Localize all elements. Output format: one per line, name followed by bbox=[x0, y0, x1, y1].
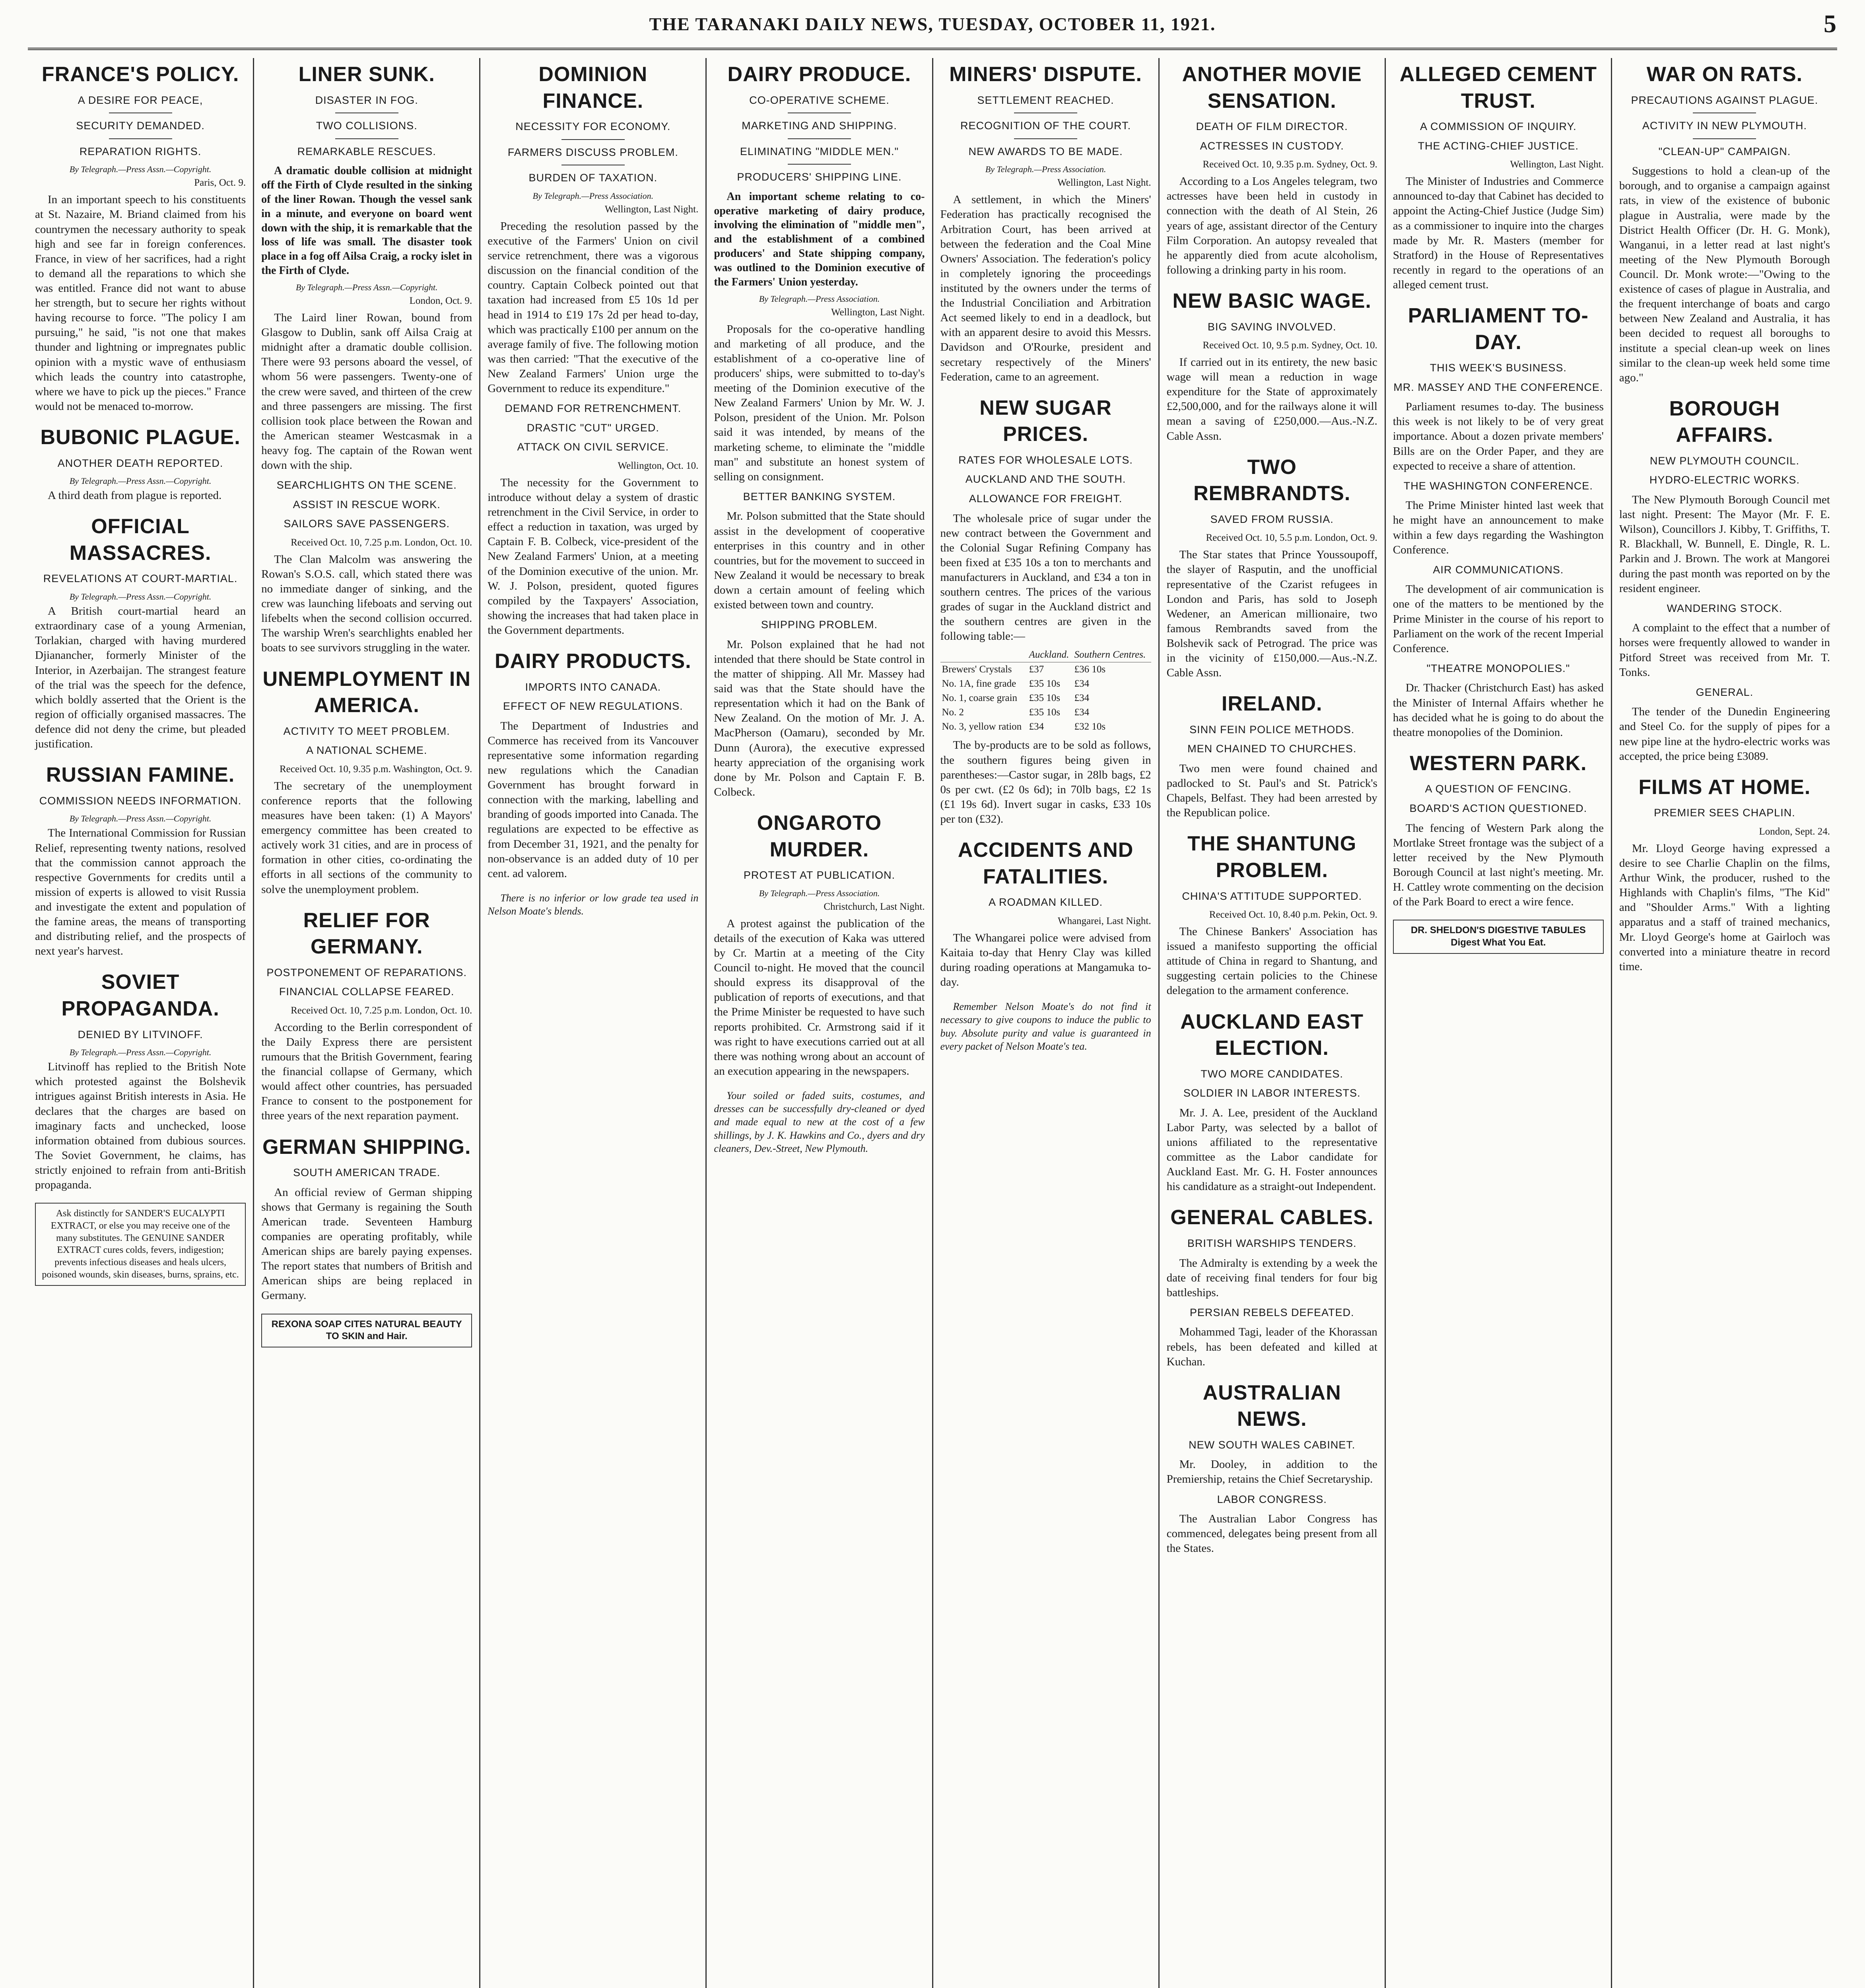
subheading: A QUESTION OF FENCING. bbox=[1425, 783, 1572, 795]
page-number: 5 bbox=[1824, 10, 1837, 38]
table-cell: No. 3, yellow ration bbox=[942, 721, 1022, 732]
table-cell: £34 bbox=[1074, 678, 1090, 689]
headline: PARLIAMENT TO-DAY. bbox=[1408, 304, 1589, 354]
masthead-title: THE TARANAKI DAILY NEWS, TUESDAY, OCTOBER 11, 1921. bbox=[649, 14, 1216, 34]
subheading: DEATH OF FILM DIRECTOR. bbox=[1196, 120, 1348, 133]
headline: GERMAN SHIPPING. bbox=[262, 1135, 471, 1159]
article-parliament bbox=[1393, 303, 1604, 740]
headline: THE SHANTUNG PROBLEM. bbox=[1187, 832, 1357, 882]
ad-title: DR. SHELDON'S DIGESTIVE TABULES Digest What You Eat. bbox=[1410, 925, 1586, 948]
headline: ACCIDENTS AND FATALITIES. bbox=[958, 839, 1134, 888]
table-cell: £35 10s bbox=[1029, 707, 1061, 718]
article-body: The Australian Labor Congress has commenced, delegates being present from all the States. bbox=[1166, 1512, 1377, 1555]
subheading: FARMERS DISCUSS PROBLEM. bbox=[507, 146, 678, 158]
article-body: Dr. Thacker (Christchurch East) has asked the Minister of Internal Affairs whether he has decided what he is going to do about the theatre monopolies of the Dominion. bbox=[1393, 681, 1604, 739]
article-accidents bbox=[940, 837, 1151, 990]
article-body: The fencing of Western Park along the Mortlake Street frontage was the subject of a letter received by the New Plymouth Borough Council at last night's meeting. Mr. H. Cattley wrote commenting on the decision of the Park Board to erect a wire fence. bbox=[1393, 821, 1604, 909]
dateline: Whangarei, Last Night. bbox=[1057, 915, 1151, 926]
article-dairy-products bbox=[488, 648, 698, 881]
headline: GENERAL CABLES. bbox=[1170, 1206, 1374, 1229]
subheading: SAILORS SAVE PASSENGERS. bbox=[284, 518, 450, 530]
article-body: According to the Berlin correspondent of the Daily Express there are persistent rumours that the British Government, fearing the financial collapse of Germany, which would affect other countries, has persuaded France to consent to the postponement for three years of the next reparation payment. bbox=[261, 1021, 472, 1122]
byline: By Telegraph.—Press Assn.—Copyright. bbox=[69, 591, 212, 602]
subheading: BETTER BANKING SYSTEM. bbox=[743, 490, 896, 503]
subheading: ELIMINATING "MIDDLE MEN." bbox=[740, 145, 899, 157]
article-body: A third death from plague is reported. bbox=[48, 489, 222, 502]
subheading: ACTIVITY TO MEET PROBLEM. bbox=[283, 725, 450, 737]
subheading: "THEATRE MONOPOLIES." bbox=[1426, 662, 1570, 674]
article-body: Two men were found chained and padlocked to St. Paul's and St. Patrick's Chapels, Belfast. They had been arrested by the Republican police. bbox=[1166, 762, 1377, 819]
subheading: AIR COMMUNICATIONS. bbox=[1433, 563, 1564, 576]
subheading: DEMAND FOR RETRENCHMENT. bbox=[505, 402, 682, 415]
headline: FRANCE'S POLICY. bbox=[41, 63, 239, 86]
headline: SOVIET PROPAGANDA. bbox=[61, 971, 220, 1021]
headline: WESTERN PARK. bbox=[1410, 751, 1587, 775]
subheading: TWO COLLISIONS. bbox=[316, 120, 418, 132]
subheading: PROTEST AT PUBLICATION. bbox=[743, 869, 895, 881]
subheading: THE WASHINGTON CONFERENCE. bbox=[1403, 480, 1593, 492]
subheading: BRITISH WARSHIPS TENDERS. bbox=[1187, 1237, 1357, 1249]
headline: OFFICIAL MASSACRES. bbox=[69, 515, 212, 565]
ad-title: REXONA SOAP CITES NATURAL BEAUTY TO SKIN and Hair. bbox=[271, 1318, 462, 1342]
article-dairy-produce bbox=[714, 61, 925, 800]
subheading: AUCKLAND AND THE SOUTH. bbox=[965, 473, 1126, 485]
article-body: The Chinese Bankers' Association has issued a manifesto supporting the official attitude of China in regard to Shantung, and suggesting certain policies to the Chinese delegation to the armament conference. bbox=[1166, 925, 1377, 997]
subheading: TWO MORE CANDIDATES. bbox=[1201, 1068, 1343, 1080]
article-cement-trust bbox=[1393, 61, 1604, 292]
dateline: Wellington, Last Night. bbox=[1510, 159, 1604, 170]
table-cell: £34 bbox=[1029, 721, 1044, 732]
subheading: ASSIST IN RESCUE WORK. bbox=[293, 498, 441, 511]
article-body: Mr. Polson explained that he had not intended that there should be State control in the matter of shipping. All Mr. Massey had said was that the State should have the representation which it had on the Bank of New Zealand. On the motion of Mr. J. A. MacPherson (Oamaru), seconded by Mr. Dunn (Aurora), the executive expressed hearty appreciation of the organising work done by Mr. Polson and Captain F. B. Colbeck. bbox=[714, 638, 925, 798]
headline: AUCKLAND EAST ELECTION. bbox=[1180, 1010, 1364, 1060]
headline: DAIRY PRODUCE. bbox=[727, 63, 911, 86]
subheading: REVELATIONS AT COURT-MARTIAL. bbox=[43, 573, 238, 585]
subheading: ANOTHER DEATH REPORTED. bbox=[57, 457, 223, 469]
table-header bbox=[940, 648, 1028, 662]
subheading: SOUTH AMERICAN TRADE. bbox=[293, 1167, 441, 1179]
table-row bbox=[940, 662, 1151, 677]
columns bbox=[28, 58, 1837, 1988]
article-body: The necessity for the Government to introduce without delay a system of drastic retrenchment in the Civil Service, in order to effect a reduction in taxation, was urged by Captain F. B. Colbeck, vice-president of the New Zealand Farmers' Union, at a meeting of the Dominion executive of the union. Mr. W. J. Polson, president, quoted figures compiled by the Taxpayers' Association, showing the increases that had taken place in the Government departments. bbox=[488, 476, 699, 637]
subheading: NECESSITY FOR ECONOMY. bbox=[515, 120, 671, 133]
subheading: POSTPONEMENT OF REPARATIONS. bbox=[266, 966, 467, 978]
headline: NEW BASIC WAGE. bbox=[1172, 289, 1372, 313]
subheading: "CLEAN-UP" CAMPAIGN. bbox=[1658, 145, 1791, 157]
article-movie bbox=[1167, 61, 1377, 278]
column-4 bbox=[707, 58, 933, 1988]
subheading: A ROADMAN KILLED. bbox=[989, 896, 1103, 909]
table-row bbox=[940, 720, 1151, 734]
subheading: ATTACK ON CIVIL SERVICE. bbox=[517, 441, 669, 453]
article-borough-affairs bbox=[1619, 396, 1830, 764]
dateline: Wellington, Oct. 10. bbox=[618, 460, 699, 471]
table-row bbox=[940, 705, 1151, 720]
article-ireland bbox=[1167, 691, 1377, 820]
subheading: FINANCIAL COLLAPSE FEARED. bbox=[279, 986, 455, 998]
subheading: THIS WEEK'S BUSINESS. bbox=[1430, 362, 1567, 374]
byline: By Telegraph.—Press Association. bbox=[759, 293, 880, 304]
byline: By Telegraph.—Press Assn.—Copyright. bbox=[69, 1047, 212, 1058]
headline: DAIRY PRODUCTS. bbox=[495, 650, 692, 673]
subheading: BOARD'S ACTION QUESTIONED. bbox=[1409, 802, 1587, 814]
article-body: The Minister of Industries and Commerce announced to-day that Cabinet has decided to appoint the Acting-Chief Justice (Judge Sim) as a commissioner to inquire into the charges made by Mr. R. Masters (member for Stratford) in the House of Representatives recently in regard to the operations of an alleged cement trust. bbox=[1393, 175, 1604, 291]
subheading: ACTRESSES IN CUSTODY. bbox=[1200, 140, 1344, 152]
table-cell: £37 bbox=[1029, 664, 1044, 675]
subheading: THE ACTING-CHIEF JUSTICE. bbox=[1418, 140, 1579, 152]
subheading: RATES FOR WHOLESALE LOTS. bbox=[958, 454, 1133, 466]
article-body: The New Plymouth Borough Council met last night. Present: The Mayor (Mr. F. E. Wilson), Councillors J. Kibby, T. Griffiths, T. R. Blackhall, W. Bunnell, E. Dingle, R. L. Parkin and J. Brown. The work at Mangorei during the past month was reported on by the resident engineer. bbox=[1619, 493, 1830, 595]
article-body: Suggestions to hold a clean-up of the borough, and to organise a campaign against rats, in view of the existence of bubonic plague in Australia, were made by the District Health Officer (Dr. H. G. Monk), Wanganui, in a letter read at last night's meeting of the New Plymouth Borough Council. Dr. Monk wrote:—"Owing to the existence of cases of plague in Australia, and the frequent interchange of boats and cargo between New Zealand and Australia, it has been decided to request all boroughs to institute a special clean-up week on lines similar to the clean-up week held some time ago." bbox=[1619, 165, 1830, 384]
dateline: Wellington, Last Night. bbox=[604, 204, 699, 215]
column-1 bbox=[28, 58, 254, 1988]
subheading: DISASTER IN FOG. bbox=[315, 94, 418, 106]
article-body: The Laird liner Rowan, bound from Glasgow to Dublin, sank off Ailsa Craig at midnight after a dramatic double collision. There were 93 persons aboard the vessel, of whom 56 were passengers. Twenty-one of the crew were saved, and thirteen of the crew and three passengers are missing. The first collision took place between the Rowan and the American steamer Westcasmak in a heavy fog. The captain of the Rowan went down with the ship. bbox=[261, 311, 472, 472]
article-films-at-home bbox=[1619, 774, 1830, 974]
article-body: Mr. Lloyd George having expressed a desire to see Charlie Chaplin on the films, Arthur Wink, the producer, rushed to the Highlands with Chaplin's films, "The Kid" and "Shoulder Arms." With a lighting apparatus and a staff of trained mechanics, Mr. Lloyd George's home at Gairloch was converted into a miniature theatre in record time. bbox=[1619, 842, 1830, 973]
table-cell: No. 1A, fine grade bbox=[942, 678, 1016, 689]
article-body: In an important speech to his constituents at St. Nazaire, M. Briand claimed from his countrymen the necessary authority to speak high and see far in foreign conferences. France, in view of her sacrifices, had a right to demand all the reparations to which she was entitled. France did not want to abuse her strength, but to secure her rights without having recourse to force. "The policy I am pursuing," he said, "is not one that makes thunder and lightning or impregnates public opinion with a mystic wave of enthusiasm which leads the country into catastrophe, where we have to pick up the pieces." France would not be menaced to-morrow. bbox=[35, 193, 246, 413]
column-7 bbox=[1386, 58, 1612, 1988]
article-body: The Admiralty is extending by a week the date of receiving final tenders for four big battleships. bbox=[1166, 1256, 1377, 1299]
table-cell: Brewers' Crystals bbox=[942, 664, 1012, 675]
headline: ONGAROTO MURDER. bbox=[757, 811, 882, 861]
article-body: Proposals for the co-operative handling and marketing of all produce, and the establishment of a co-operative line of producers' ships, were submitted to to-day's meeting of the Dominion executive of the New Zealand Farmers' Union by Mr. W. J. Polson, president of the Union. Mr. Polson said it was intended, by means of the marketing scheme, to eliminate the "middle man" and substitute an honest system of selling on consignment. bbox=[714, 322, 925, 483]
headline: TWO REMBRANDTS. bbox=[1193, 455, 1351, 505]
article-body: The Department of Industries and Commerce has received from its Vancouver representative some information regarding new regulations which the Canadian Government has brought forward in connection with the marking, labelling and branding of goods imported into Canada. The regulations are expected to be effective as from December 31, 1921, and the penalty for non-observance is an added duty of 10 per cent. ad valorem. bbox=[488, 719, 699, 880]
advertisement: There is no inferior or low grade tea used in Nelson Moate's blends. bbox=[488, 892, 699, 917]
headline: RELIEF FOR GERMANY. bbox=[303, 909, 430, 959]
article-body: Mr. Polson submitted that the State should assist in the development of cooperative enterprises in this country and in other countries, but for the movement to succeed in New Zealand it would be necessary to break down a certain amount of feeling which existed between town and country. bbox=[714, 510, 925, 612]
article-body: A protest against the publication of the details of the execution of Kaka was uttered by Cr. Martin at a meeting of the City Council to-night. He moved that the council should express its disapproval of the publication of reports of executions, and that the Prime Minister be requested to have such reports prohibited. Cr. Armstrong said if it was right to have executions carried out at all there was nothing wrong about an account of an execution appearing in the newspapers. bbox=[714, 917, 925, 1077]
article-shantung bbox=[1167, 831, 1377, 998]
table-row bbox=[940, 691, 1151, 705]
advertisement bbox=[261, 1314, 472, 1347]
dateline: Received Oct. 10, 9.5 p.m. Sydney, Oct. 10. bbox=[1203, 340, 1377, 351]
subheading: A DESIRE FOR PEACE, bbox=[78, 94, 203, 106]
article-massacres bbox=[35, 513, 246, 751]
byline: By Telegraph.—Press Association. bbox=[985, 164, 1106, 175]
subheading: SOLDIER IN LABOR INTERESTS. bbox=[1183, 1087, 1361, 1099]
article-ongaroto-murder bbox=[714, 810, 925, 1079]
subheading: BIG SAVING INVOLVED. bbox=[1207, 320, 1337, 333]
dateline: Paris, Oct. 9. bbox=[194, 177, 246, 188]
article-body: A settlement, in which the Miners' Federation has practically recognised the Arbitration Court, has been arrived at between the federation and the Coal Mine Owners' Association. The federation's policy in completely ignoring the proceedings instituted by the owners under the terms of the Industrial Conciliation and Arbitration Act seemed likely to end in a deadlock, but with an apparent desire to avoid this Messrs. Davidson and O'Rourke, president and secretary respectively of the Miners' Federation, came to an agreement. bbox=[940, 193, 1151, 383]
subheading: REPARATION RIGHTS. bbox=[79, 145, 202, 157]
column-8 bbox=[1612, 58, 1837, 1988]
subheading: PRODUCERS' SHIPPING LINE. bbox=[737, 171, 902, 183]
byline: By Telegraph.—Press Assn.—Copyright. bbox=[69, 476, 212, 486]
table-cell: No. 2 bbox=[942, 707, 964, 718]
dateline: Received Oct. 10, 8.40 p.m. Pekin, Oct. 9. bbox=[1209, 909, 1377, 920]
subheading: PERSIAN REBELS DEFEATED. bbox=[1189, 1306, 1354, 1318]
column-3 bbox=[480, 58, 707, 1988]
subheading: PREMIER SEES CHAPLIN. bbox=[1654, 807, 1795, 819]
article-western-park bbox=[1393, 750, 1604, 909]
column-2 bbox=[254, 58, 480, 1988]
subheading: SHIPPING PROBLEM. bbox=[761, 619, 878, 631]
subheading: HYDRO-ELECTRIC WORKS. bbox=[1649, 474, 1800, 486]
article-body: If carried out in its entirety, the new basic wage will mean a reduction in wage expenditure for the State of approximately £2,500,000, and for the railways alone it will mean a saving of £250,000.—Aus.-N.Z. Cable Assn. bbox=[1166, 356, 1377, 443]
article-liner bbox=[261, 61, 472, 656]
subheading: MARKETING AND SHIPPING. bbox=[742, 120, 897, 132]
dateline: Received Oct. 10, 7.25 p.m. London, Oct. 10. bbox=[291, 537, 472, 548]
subheading: MR. MASSEY AND THE CONFERENCE. bbox=[1393, 381, 1603, 393]
subheading: CHINA'S ATTITUDE SUPPORTED. bbox=[1182, 890, 1362, 902]
subheading: GENERAL. bbox=[1696, 686, 1754, 698]
dateline: Received Oct. 10, 7.25 p.m. London, Oct. 10. bbox=[291, 1005, 472, 1016]
headline: WAR ON RATS. bbox=[1646, 63, 1803, 86]
subheading: EFFECT OF NEW REGULATIONS. bbox=[503, 700, 683, 712]
subheading: CO-OPERATIVE SCHEME. bbox=[749, 94, 890, 106]
subheading: DRASTIC "CUT" URGED. bbox=[526, 421, 659, 434]
table-header: Auckland. bbox=[1028, 648, 1073, 662]
article-body: The by-products are to be sold as follows, the southern figures being given in parentheses:—Castor sugar, in 28lb bags, £2 0s per cwt. (£2 0s 6d); in 70lb bags, £2 1s (£1 19s 6d). Invert sugar in casks, £33 10s per ton (£32). bbox=[940, 739, 1151, 826]
table-row bbox=[940, 677, 1151, 691]
subheading: NEW PLYMOUTH COUNCIL. bbox=[1649, 454, 1799, 467]
table-cell: £36 10s bbox=[1074, 664, 1106, 675]
dateline: Received Oct. 10, 9.35 p.m. Washington, Oct. 9. bbox=[279, 763, 472, 775]
article-body: Litvinoff has replied to the British Note which protested against the Bolshevik intrigues against British interests in Asia. He declares that the charges are based on imaginary facts and unchecked, loose information obtained from dubious sources. The Soviet Government, he claims, has strictly enjoined to refrain from anti-British propaganda. bbox=[35, 1060, 246, 1192]
article-general-cables bbox=[1167, 1204, 1377, 1369]
article-body: A complaint to the effect that a number of horses were frequently allowed to wander in Pitford Street was received from Mr. T. Tonks. bbox=[1619, 621, 1830, 679]
headline: BUBONIC PLAGUE. bbox=[40, 425, 241, 449]
article-body: The secretary of the unemployment conference reports that the following measures have been taken: (1) A Mayors' emergency committee has been created to actively work 31 cities, and are in process of formation in other cities, co-ordinating the efforts in all sections of the community to solve the unemployment problem. bbox=[261, 779, 472, 896]
article-unemployment bbox=[261, 666, 472, 897]
headline: MINERS' DISPUTE. bbox=[949, 63, 1142, 86]
article-australian-news bbox=[1167, 1380, 1377, 1556]
article-body: A British court-martial heard an extraordinary case of a young Armenian, Torlakian, charged with having murdered Djianancher, formerly Minister of the Interior, in Azerbaijan. The strangest feature of the trial was the speech for the defence, which boldly asserted that the Orient is the region of officially organised massacres. The defence did not deny the crime, but pleaded justification. bbox=[35, 605, 246, 751]
article-body: The Clan Malcolm was answering the Rowan's S.O.S. call, which stated there was no immediate danger of sinking, and the crew was launching lifeboats and serving out lifebelts when the second collision occurred. The warship Wren's searchlights enabled her boats to see survivors struggling in the water. bbox=[261, 553, 472, 654]
subheading: LABOR CONGRESS. bbox=[1217, 1493, 1327, 1505]
headline: LINER SUNK. bbox=[298, 63, 435, 86]
dateline: Wellington, Last Night. bbox=[1057, 177, 1151, 188]
subheading: A NATIONAL SCHEME. bbox=[306, 744, 427, 757]
table-header: Southern Centres. bbox=[1073, 648, 1151, 662]
article-rembrandts bbox=[1167, 454, 1377, 681]
article-body: Preceding the resolution passed by the executive of the Farmers' Union on civil service retrenchment, there was a vigorous discussion on the financial condition of the country. Captain Colbeck pointed out that taxation had increased from £5 10s 1d per head in 1914 to £19 17s 2d per head to-day, which was practically £100 per annum on the average family of five. The following motion was then carried: "That the executive of the New Zealand Farmers' Union urge the Government to reduce its expenditure." bbox=[488, 219, 699, 395]
headline: FILMS AT HOME. bbox=[1638, 775, 1811, 799]
table-cell: £34 bbox=[1074, 707, 1090, 718]
column-5 bbox=[933, 58, 1160, 1988]
advertisement: Your soiled or faded suits, costumes, and dresses can be successfully dry-cleaned or dyed and made equal to new at the cost of a few shillings, by J. K. Hawkins and Co., dyers and dry cleaners, Dev.-Street, New Plymouth. bbox=[714, 1089, 925, 1155]
article-body: The tender of the Dunedin Engineering and Steel Co. for the supply of pipes for a new pipe line at the hydro-electric works was accepted, the price being £3089. bbox=[1619, 705, 1830, 763]
article-plague bbox=[35, 424, 246, 503]
byline: By Telegraph.—Press Association. bbox=[532, 190, 654, 201]
article-france bbox=[35, 61, 246, 414]
article-basic-wage bbox=[1167, 288, 1377, 444]
article-miners bbox=[940, 61, 1151, 384]
subheading: IMPORTS INTO CANADA. bbox=[525, 681, 661, 693]
dateline: Wellington, Last Night. bbox=[831, 307, 925, 318]
dateline: Received Oct. 10, 9.35 p.m. Sydney, Oct. 9. bbox=[1203, 159, 1377, 170]
subheading: NEW AWARDS TO BE MADE. bbox=[968, 145, 1123, 157]
dateline: London, Sept. 24. bbox=[1759, 826, 1830, 837]
headline: BOROUGH AFFAIRS. bbox=[1669, 397, 1780, 447]
article-body: The Prime Minister hinted last week that he might have an announcement to make within a few days regarding the Washington Conference. bbox=[1393, 499, 1604, 556]
article-famine bbox=[35, 762, 246, 959]
masthead bbox=[28, 0, 1837, 50]
article-election bbox=[1167, 1009, 1377, 1194]
article-german-shipping bbox=[261, 1134, 472, 1303]
subheading: PRECAUTIONS AGAINST PLAGUE. bbox=[1631, 94, 1818, 106]
subheading: REMARKABLE RESCUES. bbox=[297, 145, 436, 157]
byline: By Telegraph.—Press Assn.—Copyright. bbox=[69, 164, 212, 175]
headline: ANOTHER MOVIE SENSATION. bbox=[1182, 63, 1362, 113]
article-body: According to a Los Angeles telegram, two actresses have been held in custody in connection with the death of Al Stein, 26 years of age, assistant director of the Century Film Corporation. An autopsy revealed that he apparently died from acute alcoholism, following a drinking party in his room. bbox=[1166, 175, 1377, 276]
article-war-on-rats bbox=[1619, 61, 1830, 385]
byline: By Telegraph.—Press Assn.—Copyright. bbox=[69, 813, 212, 824]
subheading: SAVED FROM RUSSIA. bbox=[1210, 513, 1334, 525]
subheading: ALLOWANCE FOR FREIGHT. bbox=[969, 492, 1123, 505]
article-lead: A dramatic double collision at midnight off the Firth of Clyde resulted in the sinking of the liner Rowan. Though the vessel sank in a minute, and everyone on board went down with the ship, it is remarkable that the loss of life was small. The disaster took place in a fog off Ailsa Craig, a rocky islet in the Firth of Clyde. bbox=[261, 165, 472, 277]
article-body: The International Commission for Russian Relief, representing twenty nations, resolved that the commission cannot approach the respective Governments for credits until a mission of experts is allowed to visit Russia and investigate the extent and population of the famine areas, the means of transporting and distributing relief, and the prospects of next year's harvest. bbox=[35, 827, 246, 958]
advertisement: Remember Nelson Moate's do not find it necessary to give coupons to induce the public to buy. Absolute purity and value is guaranteed in every packet of Nelson Moate's tea. bbox=[940, 1001, 1151, 1052]
subheading: A COMMISSION OF INQUIRY. bbox=[1420, 120, 1577, 133]
headline: AUSTRALIAN NEWS. bbox=[1203, 1381, 1341, 1431]
article-body: An official review of German shipping shows that Germany is regaining the South American trade. Seventeen Hamburg companies are operating profitably, while American ships are barely paying expenses. The report states that numbers of British and American ships are being replaced in Germany. bbox=[261, 1186, 472, 1302]
subheading: SECURITY DEMANDED. bbox=[76, 120, 205, 132]
byline: By Telegraph.—Press Association. bbox=[759, 888, 880, 898]
article-body: Mr. J. A. Lee, president of the Auckland Labor Party, was selected by a ballot of unions affiliated to the representative committee as the Labor candidate for Auckland East. Mr. G. H. Foster announces his candidature as a straight-out Independent. bbox=[1166, 1106, 1377, 1193]
subheading: SETTLEMENT REACHED. bbox=[977, 94, 1114, 106]
table-cell: £35 10s bbox=[1029, 678, 1061, 689]
table-cell: £34 bbox=[1074, 693, 1090, 704]
article-dominion-finance bbox=[488, 61, 698, 638]
headline: UNEMPLOYMENT IN AMERICA. bbox=[262, 667, 471, 717]
table-cell: £32 10s bbox=[1074, 721, 1106, 732]
article-body: The wholesale price of sugar under the new contract between the Government and the Colonial Sugar Refining Company has been fixed at £35 10s a ton to merchants and manufacturers in Auckland, and £34 a ton in southern centres. The prices of the various grades of sugar in the Auckland district and the southern centres are given in the following table:— bbox=[940, 512, 1151, 643]
article-lead: An important scheme relating to co-operative marketing of dairy produce, involving the elimination of "middle men", and the establishment of a combined producers' and State shipping company, was outlined to the Dominion executive of the Farmers' Union yesterday. bbox=[714, 190, 925, 288]
article-body: Parliament resumes to-day. The business this week is not likely to be of very great importance. About a dozen private members' Bills are on the Order Paper, and they are expected to receive a share of attention. bbox=[1393, 400, 1604, 472]
byline: By Telegraph.—Press Assn.—Copyright. bbox=[295, 282, 438, 292]
article-relief bbox=[261, 907, 472, 1124]
article-body: Mohammed Tagi, leader of the Khorassan rebels, has been defeated and killed at Kuchan. bbox=[1166, 1326, 1377, 1368]
subheading: SEARCHLIGHTS ON THE SCENE. bbox=[276, 479, 457, 491]
table-cell: No. 1, coarse grain bbox=[942, 693, 1018, 704]
subheading: NEW SOUTH WALES CABINET. bbox=[1189, 1439, 1356, 1451]
article-body: Mr. Dooley, in addition to the Premiership, retains the Chief Secretaryship. bbox=[1166, 1458, 1377, 1486]
subheading: BURDEN OF TAXATION. bbox=[528, 172, 658, 184]
subheading: SINN FEIN POLICE METHODS. bbox=[1189, 723, 1355, 736]
dateline: Christchurch, Last Night. bbox=[824, 901, 925, 912]
headline: NEW SUGAR PRICES. bbox=[979, 396, 1112, 446]
article-sugar bbox=[940, 395, 1151, 827]
subheading: COMMISSION NEEDS INFORMATION. bbox=[39, 794, 242, 807]
subheading: ACTIVITY IN NEW PLYMOUTH. bbox=[1642, 120, 1807, 132]
advertisement bbox=[1393, 920, 1604, 953]
subheading: RECOGNITION OF THE COURT. bbox=[960, 120, 1131, 132]
headline: ALLEGED CEMENT TRUST. bbox=[1399, 63, 1597, 113]
article-body: The Whangarei police were advised from Kaitaia to-day that Henry Clay was killed during roading operations at Mangamuka to-day. bbox=[940, 931, 1151, 989]
article-soviet bbox=[35, 969, 246, 1192]
advertisement: Ask distinctly for SANDER'S EUCALYPTI EXTRACT, or else you may receive one of the many substitutes. The GENUINE SANDER EXTRACT cures colds, fevers, indigestion; prevents infectious diseases and heals ulcers, poisoned wounds, skin diseases, burns, sprains, etc. bbox=[35, 1203, 246, 1285]
sugar-price-table bbox=[940, 648, 1151, 734]
subheading: WANDERING STOCK. bbox=[1667, 602, 1783, 614]
column-6 bbox=[1160, 58, 1386, 1988]
headline: DOMINION FINANCE. bbox=[538, 63, 648, 113]
headline: RUSSIAN FAMINE. bbox=[46, 763, 235, 787]
dateline: Received Oct. 10, 5.5 p.m. London, Oct. 9. bbox=[1206, 532, 1377, 544]
article-body: The Star states that Prince Youssoupoff, the slayer of Rasputin, and the unofficial representative of the Czarist refugees in London and Paris, has sold to Joseph Wedener, an American millionaire, two famous Rembrandts saved from the Bolshevik sack of Petrograd. The price was in the vicinity of £150,000.—Aus.-N.Z. Cable Assn. bbox=[1166, 548, 1377, 679]
subheading: DENIED BY LITVINOFF. bbox=[78, 1028, 203, 1041]
article-body: The development of air communication is one of the matters to be mentioned by the Prime Minister in the course of his report to Parliament on the work of the recent Imperial Conference. bbox=[1393, 583, 1604, 655]
headline: IRELAND. bbox=[1221, 692, 1323, 716]
subheading: MEN CHAINED TO CHURCHES. bbox=[1187, 743, 1357, 755]
table-cell: £35 10s bbox=[1029, 693, 1061, 704]
dateline: London, Oct. 9. bbox=[409, 295, 472, 306]
